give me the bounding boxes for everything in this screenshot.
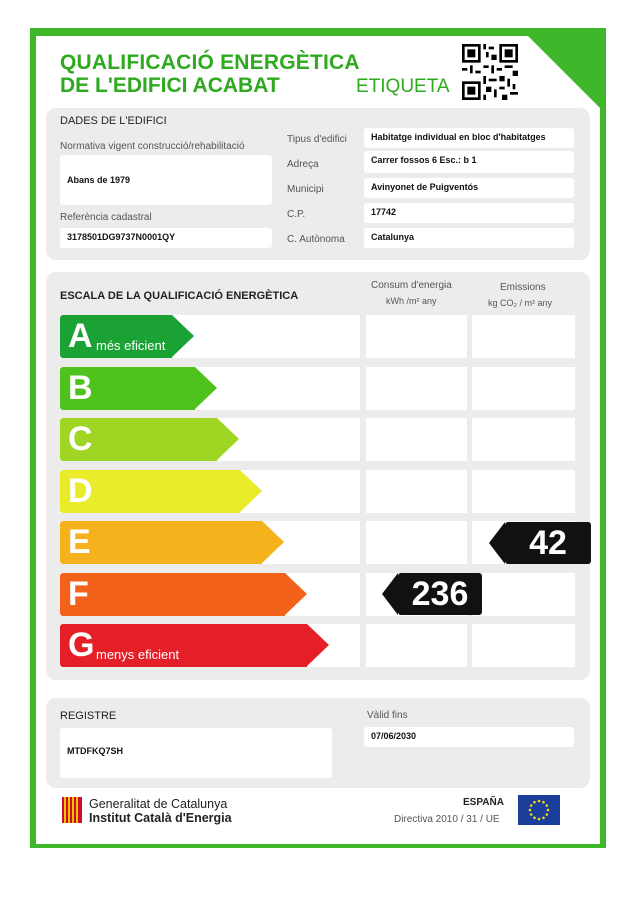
consumption-cell [366,521,467,564]
qr-code-icon [462,44,518,100]
directive-label: Directiva 2010 / 31 / UE [394,814,500,825]
emissions-header: Emissions [500,282,546,293]
emissions-unit: kg CO₂ / m² any [488,298,553,308]
class-letter: E [68,523,91,561]
class-letter: A [68,317,93,355]
org-line-1: Generalitat de Catalunya [89,797,228,811]
class-arrow-c [60,418,239,461]
regulation-label: Normativa vigent construcció/rehabilitació [60,141,245,152]
consumption-cell [366,367,467,410]
class-arrow-g [60,624,329,667]
emissions-cell [472,624,575,667]
scale-section-title: ESCALA DE LA QUALIFICACIÓ ENERGÈTICA [60,290,299,302]
postcode-value: 17742 [364,203,574,223]
consumption-cell [366,624,467,667]
cadastral-label: Referència cadastral [60,212,152,223]
class-letter: C [68,420,93,458]
register-section-title: REGISTRE [60,710,117,722]
class-arrow-e [60,521,284,564]
emissions-cell [472,315,575,358]
building-type-value: Habitatge individual en bloc d'habitatges [364,128,574,148]
address-value: Carrer fossos 6 Esc.: b 1 [364,151,574,173]
regulation-value: Abans de 1979 [60,155,272,205]
consumption-unit: kWh /m² any [386,296,437,306]
emissions-cell [472,367,575,410]
country-label: ESPAÑA [463,797,504,808]
address-label: Adreça [287,159,319,170]
label-type: ETIQUETA [356,76,450,97]
title-line-2: DE L'EDIFICI ACABAT [60,74,280,97]
consumption-value-tag: 236 [382,573,482,615]
community-value: Catalunya [364,228,574,248]
consumption-cell [366,470,467,513]
class-arrow-f [60,573,307,616]
class-letter: D [68,471,93,510]
class-subtitle: menys eficient [96,647,180,662]
class-letter: B [68,368,93,407]
consumption-cell [366,315,467,358]
generalitat-logo-icon [62,797,82,823]
emissions-value-tag: 42 [489,522,591,564]
emissions-cell [472,573,575,616]
org-line-2: Institut Català d'Energia [89,811,232,825]
building-type-label: Tipus d'edifici [287,134,347,145]
consumption-header: Consum d'energia [371,280,452,291]
class-arrow-a [60,315,194,358]
corner-fold [520,28,606,114]
emissions-cell [472,418,575,461]
municipality-value: Avinyonet de Puigventós [364,178,574,198]
class-subtitle: més eficient [96,338,166,353]
eu-flag-icon [518,795,560,825]
emissions-cell [472,470,575,513]
valid-until-value: 07/06/2030 [364,727,574,747]
class-arrow-d [60,470,262,513]
building-section-title: DADES DE L'EDIFICI [60,115,167,127]
class-letter: F [68,574,89,613]
community-label: C. Autònoma [287,234,345,245]
municipality-label: Municipi [287,184,324,195]
postcode-label: C.P. [287,209,306,220]
title-line-1: QUALIFICACIÓ ENERGÈTICA [60,51,360,74]
class-arrow-b [60,367,217,410]
valid-until-label: Vàlid fins [367,710,408,721]
register-value: MTDFKQ7SH [60,728,332,778]
cadastral-value: 3178501DG9737N0001QY [60,228,272,248]
consumption-cell [366,418,467,461]
class-letter: G [68,626,95,664]
